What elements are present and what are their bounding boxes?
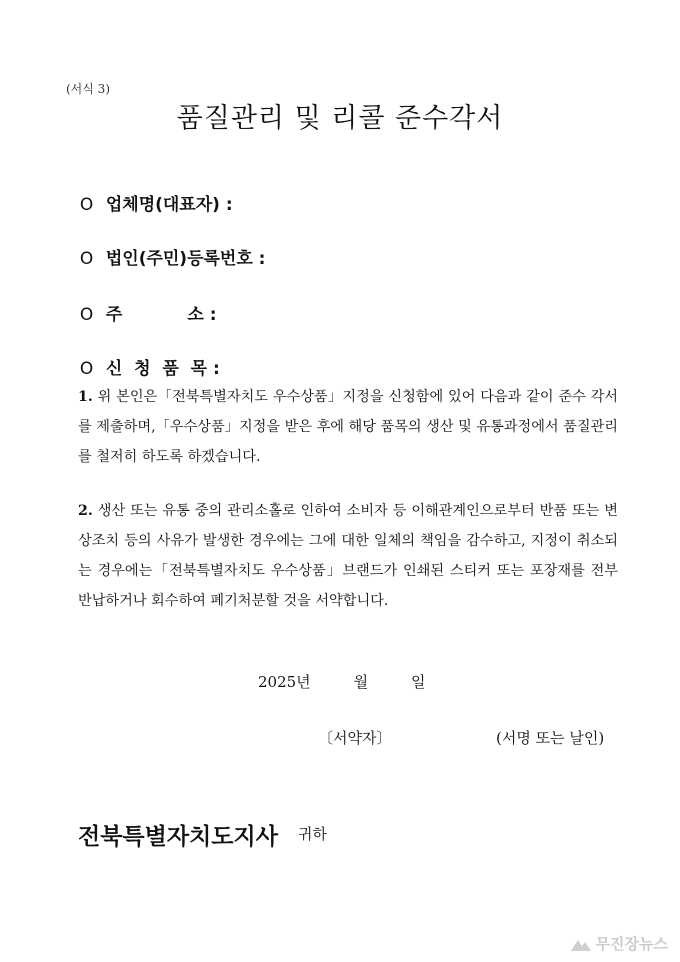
field-registration-number — [68, 224, 265, 269]
mountain-icon — [570, 936, 592, 952]
field-item — [68, 334, 220, 379]
field-bullet: O — [79, 195, 94, 215]
field-address — [68, 280, 217, 325]
field-bullet: O — [79, 249, 94, 269]
field-bullet: O — [79, 305, 94, 325]
watermark-text: 무진장뉴스 — [595, 935, 668, 953]
signer-label: 〔서약자〕 — [318, 729, 392, 747]
document-title: 품질관리 및 리콜 준수각서 — [176, 103, 504, 134]
addressee: 전북특별자치도지사 — [78, 824, 278, 850]
paragraph-text: 생산 또는 유통 중의 관리소홀로 인하여 소비자 등 이해관계인으로부터 반품 또는 변상조치 등의 사유가 발생한 경우에는 그에 대한 일체의 책임을 감수하고, 지정이 취소되는 경우에는「전북특별자치도 우수상품」브랜드가 인쇄된 스티커 또는 포장재를 전부 반납하거나 회수하여 폐기처분할 것을 서약합니다. — [78, 503, 618, 609]
field-bullet: O — [79, 359, 94, 379]
field-company — [68, 170, 233, 215]
field-company-label: 업체명(대표자) : — [105, 195, 233, 215]
watermark-logo — [570, 933, 668, 954]
pledge-paragraph-1 — [78, 382, 618, 472]
signature-note: (서명 또는 날인) — [496, 729, 605, 747]
field-item-label: 신 청 품 목 : — [105, 359, 220, 379]
date-line: 2025년 월 일 — [258, 673, 426, 691]
pledge-paragraph-2 — [78, 496, 618, 616]
paragraph-number: 2. — [78, 503, 93, 519]
field-address-label: 주 소 : — [105, 305, 217, 325]
field-regnum-label: 법인(주민)등록번호 : — [105, 249, 266, 269]
paragraph-number: 1. — [78, 389, 93, 405]
addressee-suffix: 귀하 — [298, 825, 327, 843]
paragraph-text: 위 본인은「전북특별자치도 우수상품」지정을 신청함에 있어 다음과 같이 준수 각서를 제출하며,「우수상품」지정을 받은 후에 해당 품목의 생산 및 유통과정에서 품질관리를 철저히 하도록 하겠습니다. — [78, 389, 619, 465]
form-number-label: (서식 3) — [66, 82, 110, 96]
